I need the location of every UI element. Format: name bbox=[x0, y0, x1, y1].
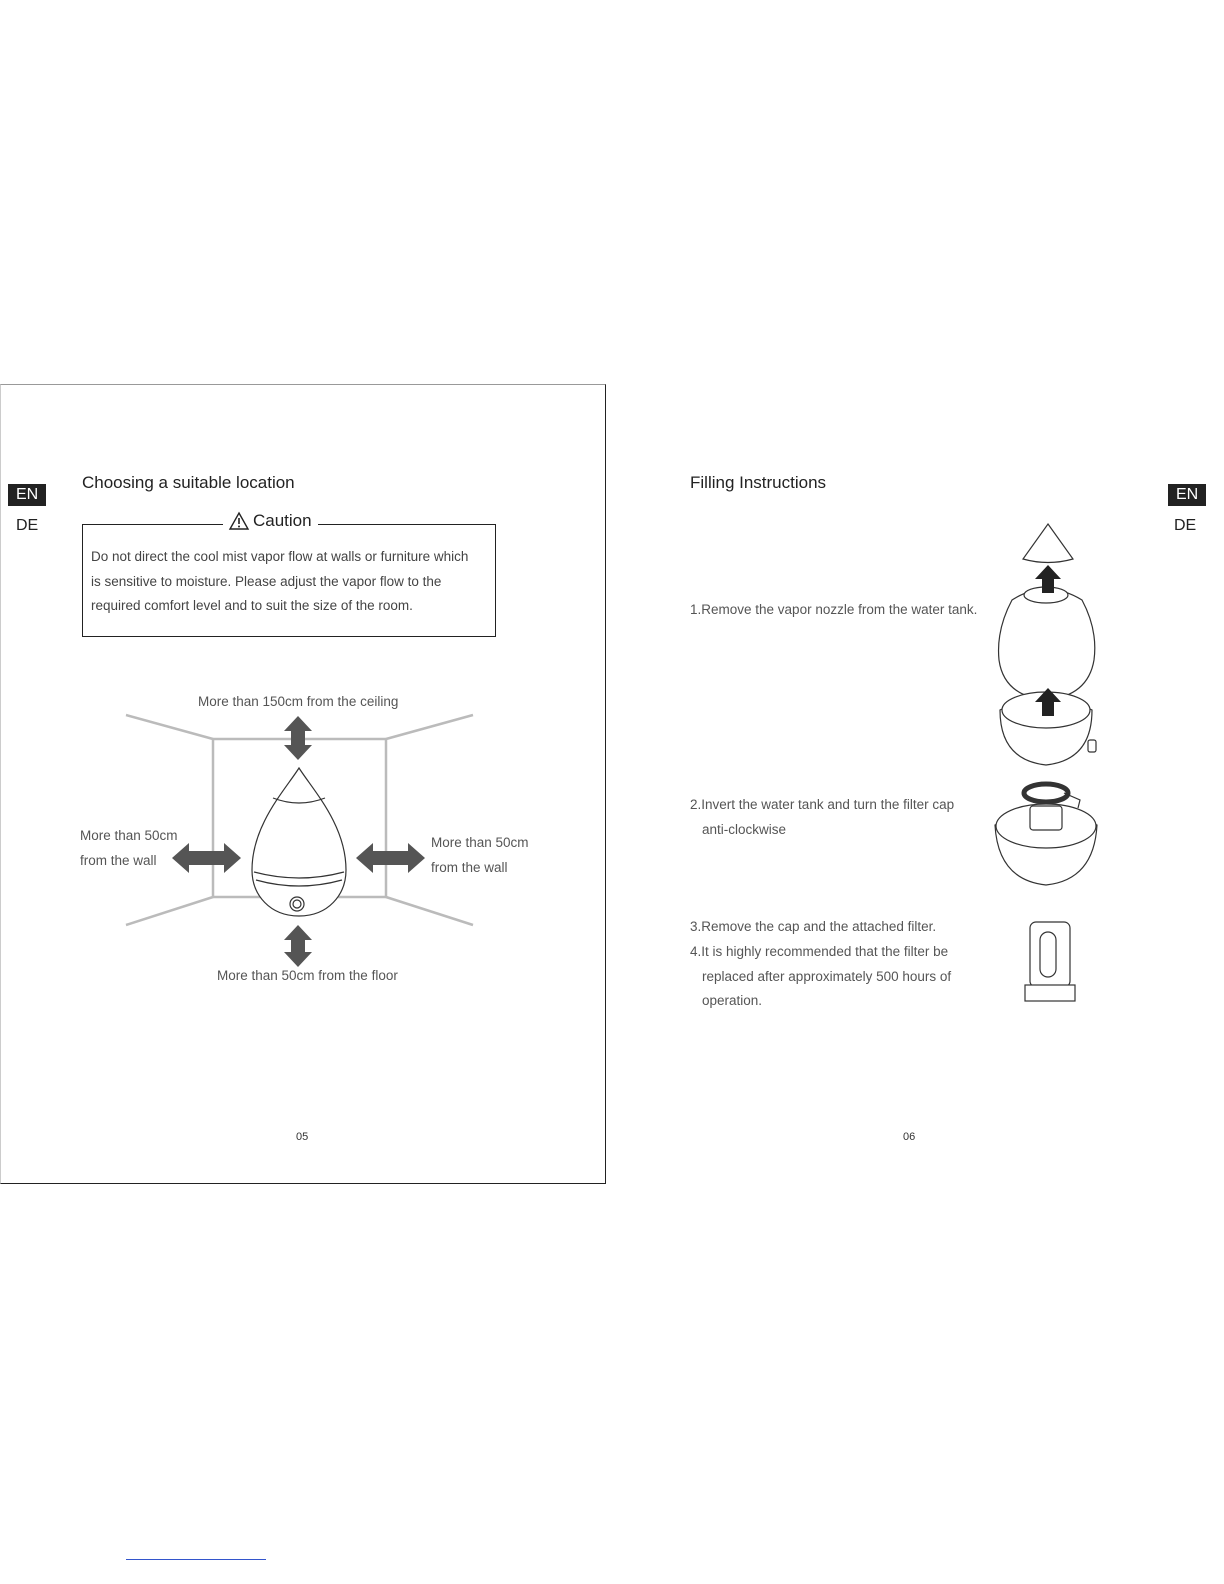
step-number: 1. bbox=[690, 602, 702, 617]
caution-line: required comfort level and to suit the size of the room. bbox=[91, 598, 413, 613]
floor-label: More than 50cm from the floor bbox=[217, 968, 398, 983]
step-number: 2. bbox=[690, 797, 702, 812]
step-text: replaced after approximately 500 hours of bbox=[702, 968, 952, 984]
page-number-left: 05 bbox=[296, 1131, 309, 1143]
page-number-right: 06 bbox=[903, 1131, 916, 1143]
caution-label: Caution bbox=[253, 511, 312, 530]
lang-tab-de-left[interactable]: DE bbox=[16, 517, 39, 534]
step-number: 4. bbox=[690, 944, 702, 959]
left-wall-line: from the wall bbox=[80, 853, 157, 868]
step-text: Remove the cap and the attached filter. bbox=[701, 919, 937, 934]
filling-heading: Filling Instructions bbox=[690, 473, 827, 492]
water-tank-illustration bbox=[999, 589, 1095, 700]
lang-tab-de-right[interactable]: DE bbox=[1174, 517, 1197, 534]
vapor-nozzle-illustration bbox=[1023, 524, 1073, 563]
footer-link-underline[interactable] bbox=[126, 1559, 266, 1560]
caution-line: Do not direct the cool mist vapor flow at walls or furniture which bbox=[91, 549, 469, 564]
step-text: operation. bbox=[702, 993, 763, 1008]
lang-tab-en-right[interactable]: EN bbox=[1168, 484, 1206, 506]
caution-line: is sensitive to moisture. Please adjust the vapor flow to the bbox=[91, 573, 442, 589]
right-wall-line: from the wall bbox=[431, 860, 508, 875]
left-wall-line: More than 50cm bbox=[80, 828, 178, 843]
step-text: Remove the vapor nozzle from the water tank. bbox=[701, 602, 978, 617]
right-wall-line: More than 50cm bbox=[431, 835, 529, 850]
step-text: Invert the water tank and turn the filter cap bbox=[701, 797, 955, 812]
location-heading: Choosing a suitable location bbox=[82, 473, 295, 492]
step-text: It is highly recommended that the filter be bbox=[701, 944, 949, 959]
ceiling-label: More than 150cm from the ceiling bbox=[198, 694, 399, 709]
step-number: 3. bbox=[690, 919, 702, 934]
lang-tab-en-left[interactable]: EN bbox=[8, 484, 46, 506]
step-text: anti-clockwise bbox=[702, 821, 787, 837]
